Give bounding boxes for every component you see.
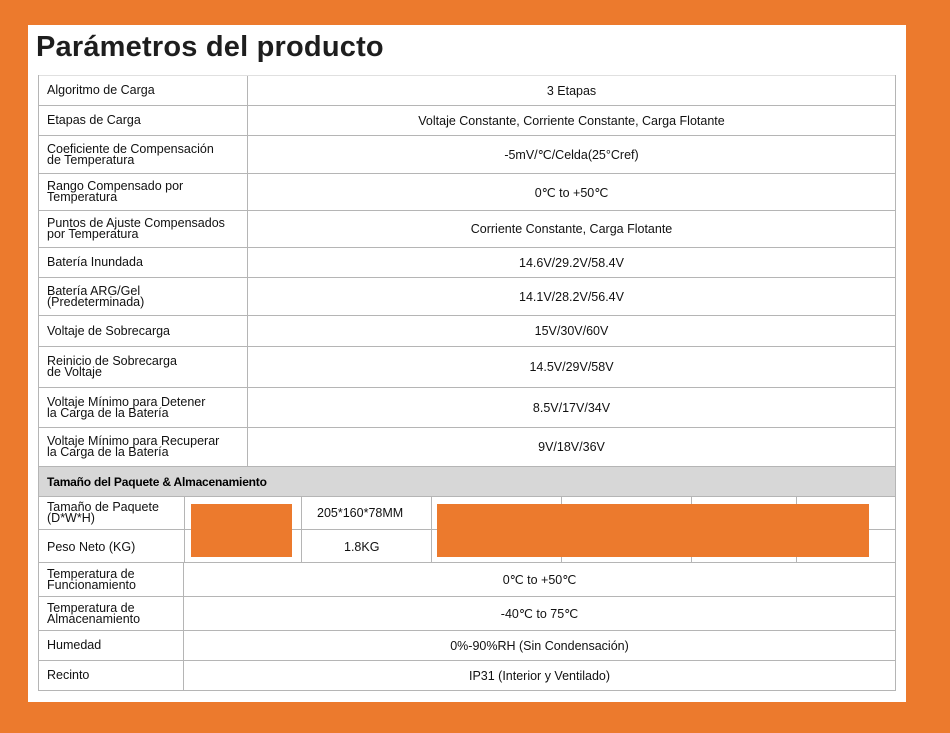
table-row (39, 210, 895, 247)
row-label: Voltaje Mínimo para Recuperar la Carga de la Batería (39, 428, 248, 466)
row-label: Humedad (39, 631, 184, 660)
row-label: Batería ARG/Gel (Predeterminada) (39, 278, 248, 315)
redaction-block-left (191, 504, 292, 557)
redaction-block-right (437, 504, 869, 557)
section-header: Tamaño del Paquete & Almacenamiento (39, 466, 895, 496)
row-label: Etapas de Carga (39, 106, 248, 135)
row-value: -5mV/℃/Celda(25°Cref) (504, 148, 639, 162)
table-row (39, 346, 895, 387)
row-value: IP31 (Interior y Ventilado) (468, 668, 611, 683)
table-row (39, 173, 895, 210)
table-row (39, 427, 895, 466)
table-row (39, 135, 895, 173)
page-title: Parámetros del producto (36, 31, 384, 63)
net-weight-value: 1.8KG (344, 539, 380, 554)
row-value: 14.1V/28.2V/56.4V (519, 289, 624, 304)
row-label: Coeficiente de Compensación de Temperatura (39, 136, 248, 173)
table-row (39, 596, 895, 630)
table-row (39, 315, 895, 346)
row-label: Batería Inundada (39, 248, 248, 277)
row-value: -40℃ to 75℃ (500, 607, 579, 621)
grid-line (301, 497, 302, 563)
row-value: 15V/30V/60V (534, 324, 609, 338)
row-value: 9V/18V/36V (538, 440, 605, 454)
row-label: Puntos de Ajuste Compensados por Temperatura (39, 211, 248, 247)
table-row (39, 660, 895, 690)
row-label: Rango Compensado por Temperatura (39, 174, 248, 210)
row-label: Recinto (39, 661, 184, 690)
row-value: 14.6V/29.2V/58.4V (519, 255, 624, 270)
table-row (39, 562, 895, 596)
net-weight-label: Peso Neto (KG) (47, 539, 136, 554)
table-row (39, 247, 895, 277)
package-size-label: Tamaño de Paquete (D*W*H) (47, 500, 159, 525)
grid-line (184, 497, 185, 563)
table-row (39, 630, 895, 660)
row-value: Corriente Constante, Carga Flotante (470, 222, 673, 236)
row-label: Algoritmo de Carga (39, 76, 248, 105)
table-row (39, 105, 895, 135)
package-size-value: 205*160*78MM (317, 506, 404, 520)
row-label: Temperatura de Almacenamiento (39, 597, 184, 630)
table-row (39, 277, 895, 315)
row-value: 0℃ to +50℃ (502, 573, 577, 587)
row-label: Reinicio de Sobrecarga de Voltaje (39, 347, 248, 387)
package-block (39, 496, 895, 562)
row-label: Temperatura de Funcionamiento (39, 563, 184, 596)
row-value: 0%-90%RH (Sin Condensación) (450, 638, 629, 653)
row-label: Voltaje de Sobrecarga (39, 316, 248, 346)
parameters-table (38, 75, 896, 691)
table-row (39, 387, 895, 427)
row-label: Voltaje Mínimo para Detener la Carga de la Batería (39, 388, 248, 427)
row-value: 0℃ to +50℃ (534, 185, 609, 200)
product-parameters-panel (28, 25, 906, 702)
row-value: 3 Etapas (546, 83, 597, 98)
row-value: 14.5V/29V/58V (529, 360, 614, 374)
table-row (39, 75, 895, 105)
row-value: 8.5V/17V/34V (532, 400, 611, 415)
row-value: Voltaje Constante, Corriente Constante, Carga Flotante (418, 113, 725, 128)
